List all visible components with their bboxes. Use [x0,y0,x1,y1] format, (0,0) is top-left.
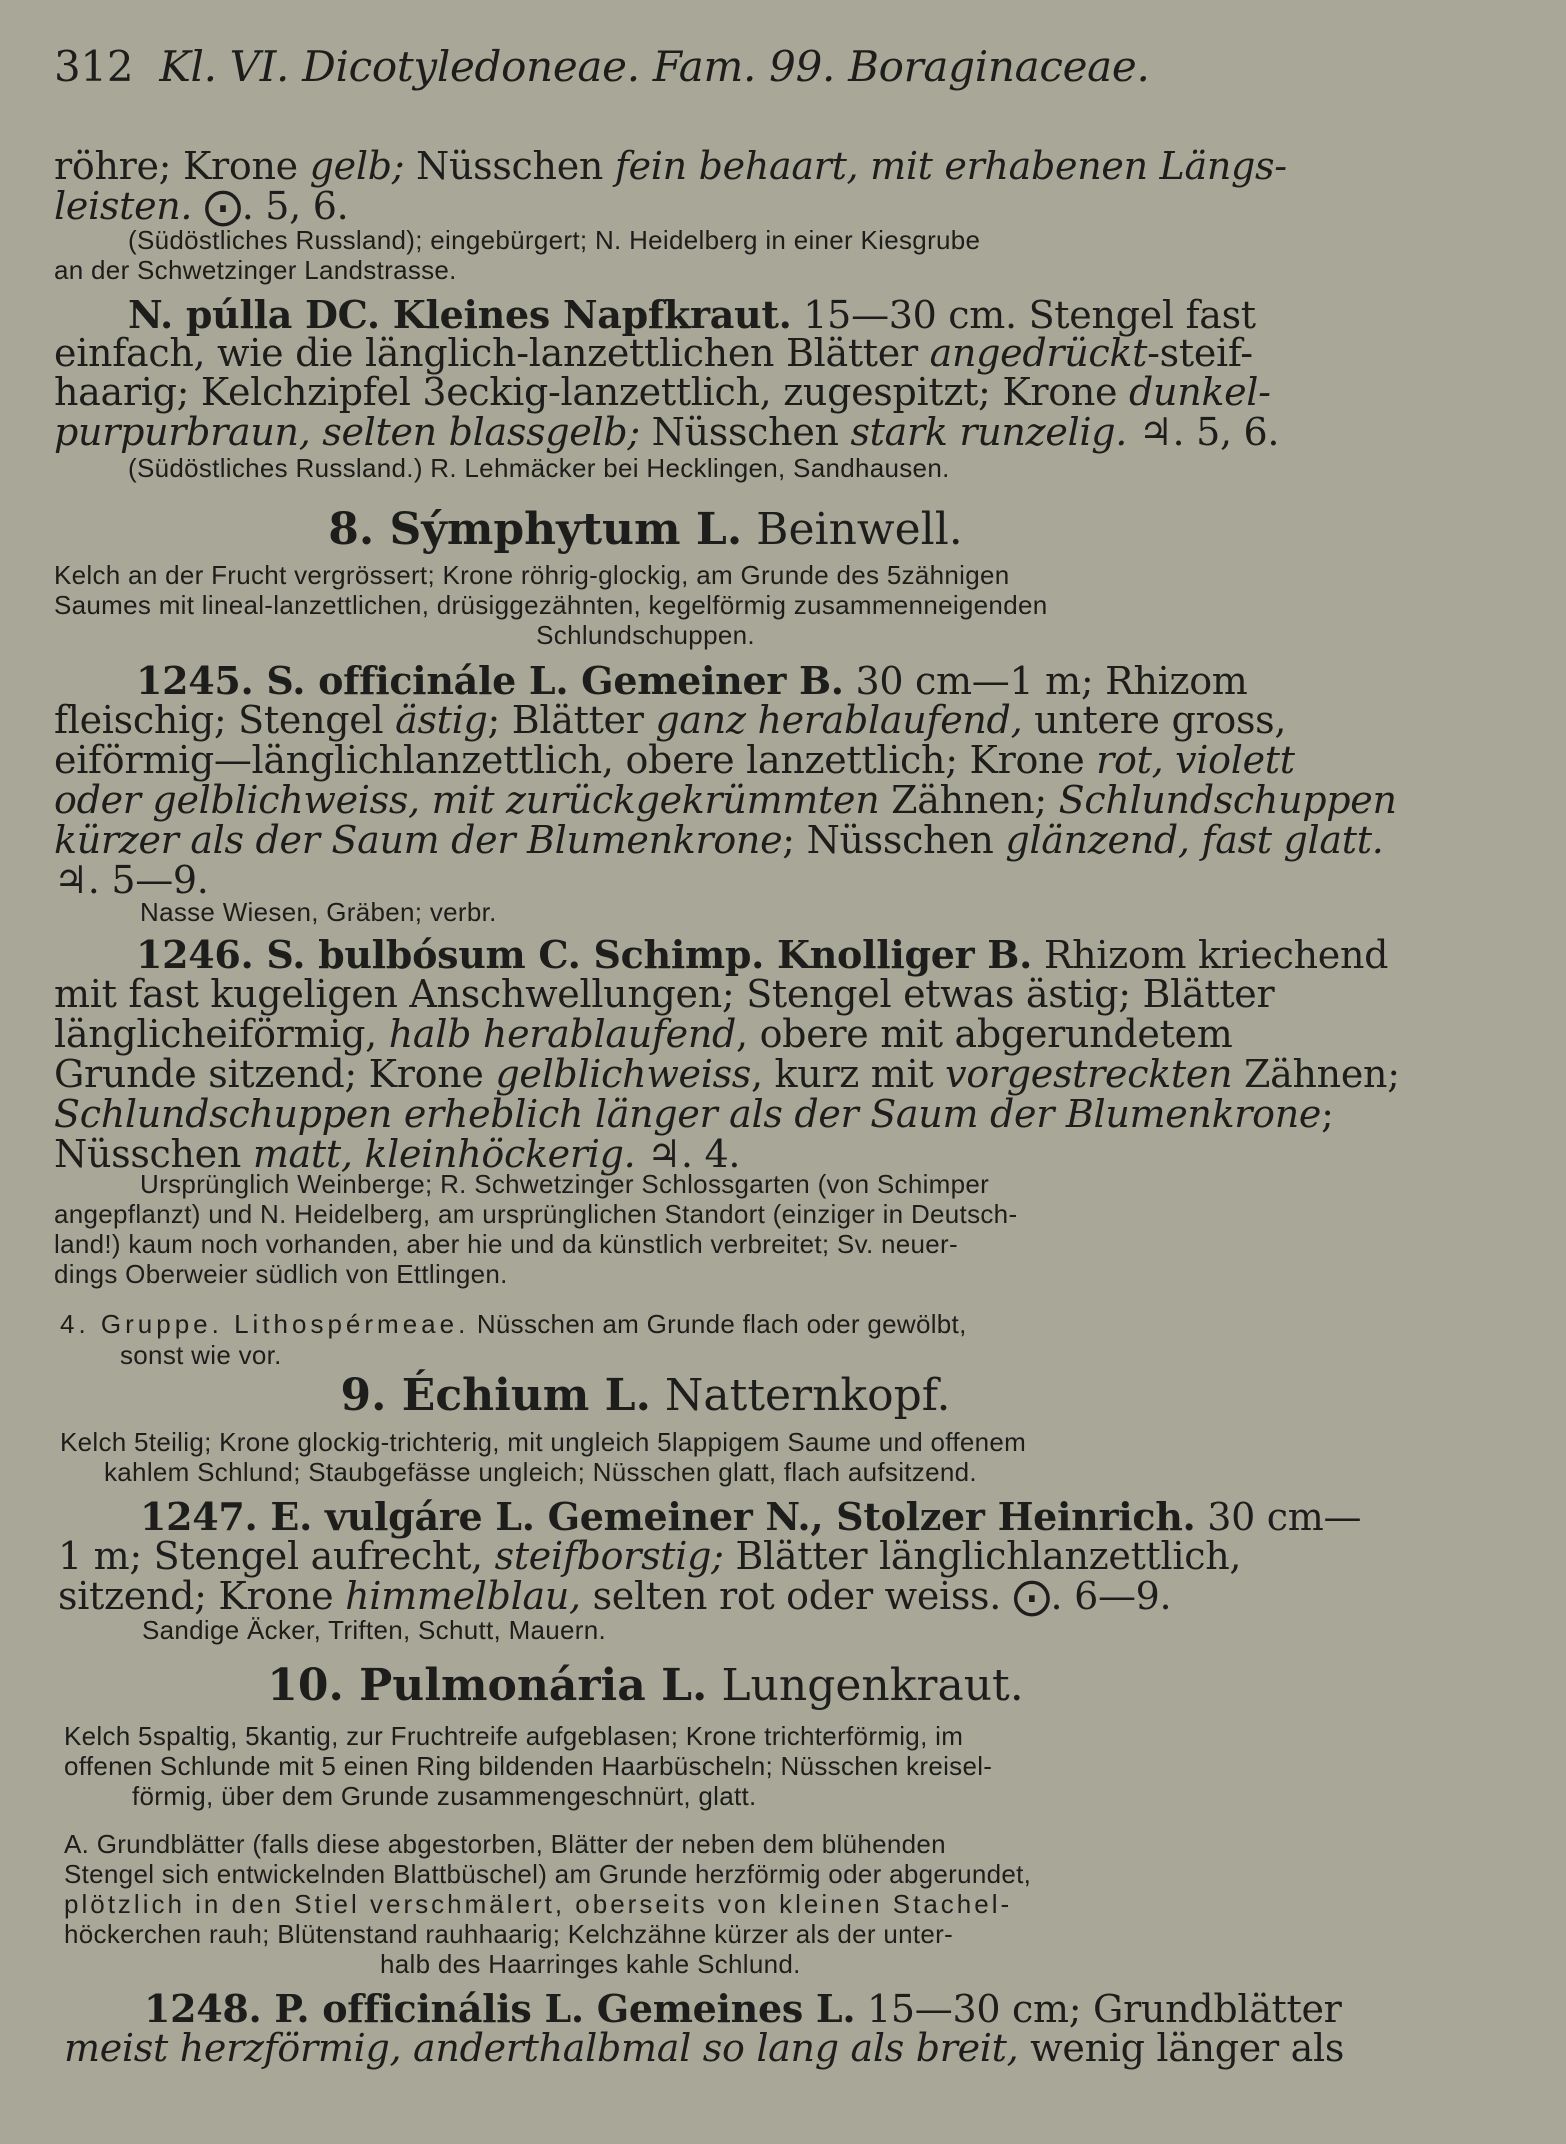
locality-note: dings Oberweier südlich von Ettlingen. [54,1259,508,1289]
text-line: länglicheiförmig, halb herablaufend, obere mit abgerundetem [54,1012,1233,1056]
locality-note: (Südöstliches Russland); eingebürgert; N. Heidelberg in einer Kiesgrube [128,225,981,255]
locality-note: (Südöstliches Russland.) R. Lehmäcker bei Hecklingen, Sandhausen. [128,453,950,483]
locality-note: Sandige Äcker, Triften, Schutt, Mauern. [142,1615,607,1645]
text-line: sitzend; Krone himmelblau, selten rot oder weiss. ⨀. 6—9. [58,1574,1172,1618]
genus-description: offenen Schlunde mit 5 einen Ring bildenden Haarbüscheln; Nüsschen kreisel- [64,1751,993,1781]
locality-note: land!) kaum noch vorhanden, aber hie und da künstlich verbreitet; Sv. neuer- [54,1229,958,1259]
text-line: purpurbraun, selten blassgelb; Nüsschen stark runzelig. ♃. 5, 6. [54,410,1280,454]
genus-description: förmig, über dem Grunde zusammengeschnürt, glatt. [132,1781,757,1811]
running-header [54,44,1240,90]
page-number: 312 [54,42,134,91]
key-text: Stengel sich entwickelnden Blattbüschel) am Grunde herzförmig oder abgerundet, [64,1859,1032,1889]
text-line: Nüsschen matt, kleinhöckerig. ♃. 4. [54,1132,741,1176]
genus-heading: 10. Pulmonária L. Lungenkraut. [267,1660,1024,1711]
group-heading: 4. Gruppe. Lithospérmeae. Nüsschen am Grunde flach oder gewölbt, [60,1309,967,1339]
genus-heading: 8. Sýmphytum L. Beinwell. [328,504,963,555]
key-text: plötzlich in den Stiel verschmälert, oberseits von kleinen Stachel- [64,1889,1013,1919]
text-line: meist herzförmig, anderthalbmal so lang als breit, wenig länger als [64,2026,1345,2070]
locality-note: Ursprünglich Weinberge; R. Schwetzinger Schlossgarten (von Schimper [140,1169,990,1199]
locality-note: angepflanzt) und N. Heidelberg, am ursprünglichen Standort (einziger in Deutsch- [54,1199,1018,1229]
text-line: ♃. 5—9. [54,858,209,902]
genus-description: Saumes mit lineal-lanzettlichen, drüsiggezähnten, kegelförmig zusammenneigenden [54,590,1048,620]
text-line: mit fast kugeligen Anschwellungen; Stengel etwas ästig; Blätter [54,972,1275,1016]
key-text: halb des Haarringes kahle Schlund. [380,1949,801,1979]
species-entry-title: 1245. S. officinále L. Gemeiner B. 30 cm—1 m; Rhizom [136,658,1248,703]
genus-description: Kelch an der Frucht vergrössert; Krone röhrig-glockig, am Grunde des 5zähnigen [54,560,1010,590]
genus-heading: 9. Échium L. Natternkopf. [340,1370,951,1421]
text-line: 1 m; Stengel aufrecht, steifborstig; Blätter länglichlanzettlich, [58,1534,1242,1578]
text-line: röhre; Krone gelb; Nüsschen fein behaart, mit erhabenen Längs- [54,144,1287,188]
text-line: einfach, wie die länglich-lanzettlichen Blätter angedrückt-steif- [54,331,1253,375]
text-line: kürzer als der Saum der Blumenkrone; Nüsschen glänzend, fast glatt. [54,818,1384,862]
species-entry-title: 1246. S. bulbósum C. Schimp. Knolliger B. Rhizom kriechend [136,932,1389,977]
text-line: fleischig; Stengel ästig; Blätter ganz herablaufend, untere gross, [54,698,1287,742]
text-line: leisten. ⨀. 5, 6. [54,184,349,228]
header-title: Kl. VI. Dicotyledoneae. Fam. 99. Boraginaceae. [159,42,1150,91]
genus-description: kahlem Schlund; Staubgefässe ungleich; Nüsschen glatt, flach aufsitzend. [104,1457,977,1487]
text-line: haarig; Kelchzipfel 3eckig-lanzettlich, zugespitzt; Krone dunkel- [54,370,1271,414]
text-line: eiförmig—länglichlanzettlich, obere lanzettlich; Krone rot, violett [54,738,1295,782]
key-text: A. Grundblätter (falls diese abgestorben, Blätter der neben dem blühenden [64,1829,946,1859]
genus-description: Schlundschuppen. [536,620,755,650]
text-line: Grunde sitzend; Krone gelblichweiss, kurz mit vorgestreckten Zähnen; [54,1052,1400,1096]
key-text: höckerchen rauh; Blütenstand rauhhaarig; Kelchzähne kürzer als der unter- [64,1919,954,1949]
text-line: oder gelblichweiss, mit zurückgekrümmten Zähnen; Schlundschuppen [54,778,1397,822]
locality-note: an der Schwetzinger Landstrasse. [54,255,457,285]
species-entry-title: N. púlla DC. Kleines Napfkraut. 15—30 cm. Stengel fast [128,292,1256,337]
locality-note: Nasse Wiesen, Gräben; verbr. [140,897,497,927]
genus-description: Kelch 5teilig; Krone glockig-trichterig, mit ungleich 5lappigem Saume und offenem [60,1427,1027,1457]
text-line: Schlundschuppen erheblich länger als der Saum der Blumenkrone; [54,1092,1334,1136]
species-entry-title: 1247. E. vulgáre L. Gemeiner N., Stolzer Heinrich. 30 cm— [140,1494,1362,1539]
genus-description: Kelch 5spaltig, 5kantig, zur Fruchtreife aufgeblasen; Krone trichterförmig, im [64,1721,964,1751]
group-heading: sonst wie vor. [120,1340,282,1370]
species-entry-title: 1248. P. officinális L. Gemeines L. 15—30 cm; Grundblätter [144,1986,1342,2031]
